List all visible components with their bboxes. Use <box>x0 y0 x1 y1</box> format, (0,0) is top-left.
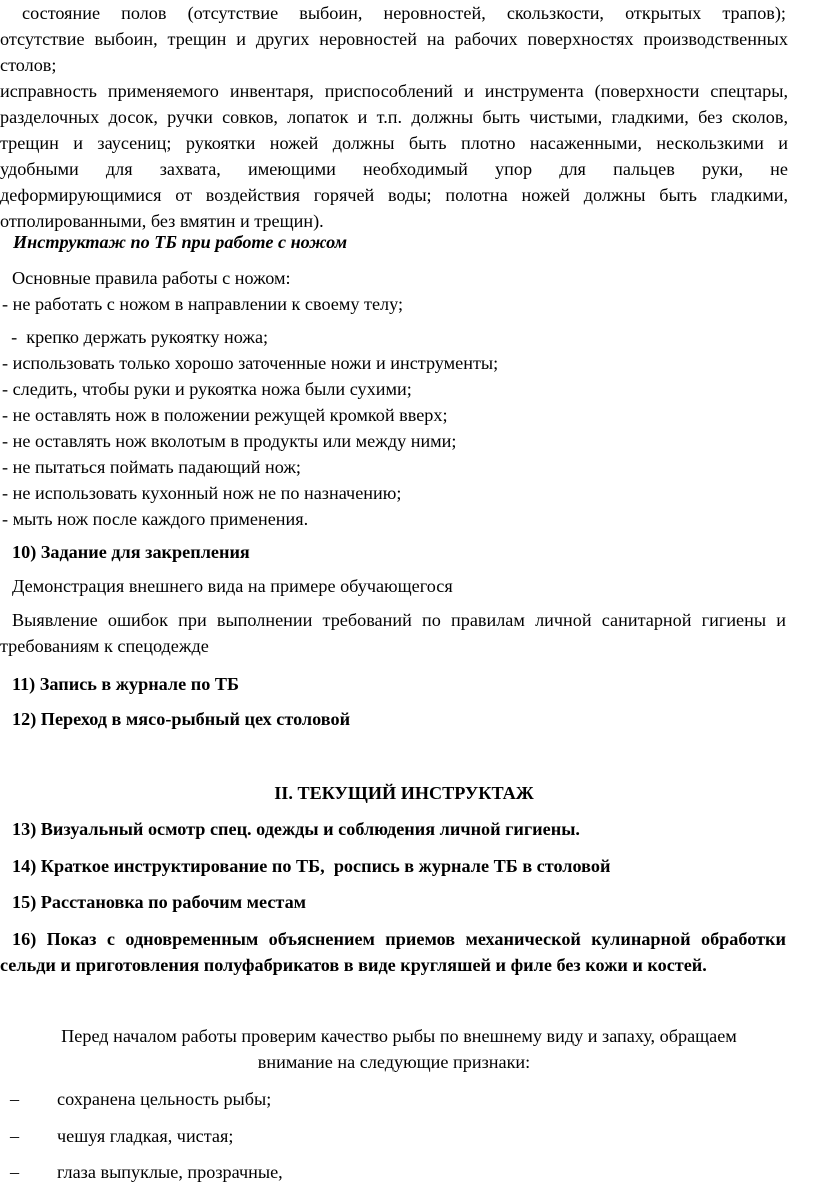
task-15-heading: 15) Расстановка по рабочим местам <box>12 892 307 912</box>
task-16-line2: сельди и приготовления полуфабрикатов в виде кругляшей и филе без кожи и костей. <box>0 955 707 975</box>
knife-rule: - не работать с ножом в направлении к своему телу; <box>2 294 404 314</box>
para2-line1: исправность применяемого инвентаря, приспособлений и инструмента (поверхности спецтары, <box>0 81 788 101</box>
knife-rule: - не использовать кухонный нож не по назначению; <box>2 483 402 503</box>
para2-line5: деформирующимися от воздействия горячей воды; полотна ножей должны быть гладкими, <box>0 185 788 205</box>
knife-section-heading: Инструктаж по ТБ при работе с ножом <box>13 232 348 252</box>
task-16-line1: 16) Показ с одновременным объяснением приемов механической кулинарной обработки <box>12 929 786 949</box>
errors-line2: требованиям к спецодежде <box>0 636 209 656</box>
list-dash: – <box>10 1126 20 1146</box>
quality-sign-text: сохранена цельность рыбы; <box>57 1089 272 1109</box>
before-work-line2: внимание на следующие признаки: <box>257 1052 531 1072</box>
para2-line4: удобными для захвата, имеющими необходимый упор для пальцев руки, не <box>0 159 788 179</box>
para2-line6: отполированными, без вмятин и трещин). <box>0 211 324 231</box>
para2-line3: трещин и заусениц; рукоятки ножей должны быть плотно насаженными, нескользкими и <box>0 133 788 153</box>
task-10-heading: 10) Задание для закрепления <box>12 542 250 562</box>
knife-rule: - не пытаться поймать падающий нож; <box>2 457 301 477</box>
quality-sign-text: чешуя гладкая, чистая; <box>57 1126 234 1146</box>
knife-rule: - крепко держать рукоятку ножа; <box>2 327 269 347</box>
knife-rule: - не оставлять нож в положении режущей кромкой вверх; <box>2 405 448 425</box>
knife-rule: - мыть нож после каждого применения. <box>2 509 309 529</box>
knife-rule: - использовать только хорошо заточенные ножи и инструменты; <box>2 353 499 373</box>
list-dash: – <box>10 1162 20 1182</box>
task-14-heading: 14) Краткое инструктирование по ТБ, роспись в журнале ТБ в столовой <box>12 856 611 876</box>
knife-rule: - следить, чтобы руки и рукоятка ножа были сухими; <box>2 379 412 399</box>
quality-sign-text: глаза выпуклые, прозрачные, <box>57 1162 283 1182</box>
para2-line2: разделочных досок, ручки совков, лопаток и т.п. должны быть чистыми, гладкими, без сколов, <box>0 107 788 127</box>
demo-text: Демонстрация внешнего вида на примере обучающегося <box>12 576 453 596</box>
para1-line2: отсутствие выбоин, трещин и других неровностей на рабочих поверхностях производственных <box>0 29 788 49</box>
para1-line1: состояние полов (отсутствие выбоин, неровностей, скользкости, открытых трапов); <box>22 3 786 23</box>
task-12-heading: 12) Переход в мясо-рыбный цех столовой <box>12 709 351 729</box>
list-dash: – <box>10 1089 20 1109</box>
knife-rules-intro: Основные правила работы с ножом: <box>12 268 291 288</box>
task-13-heading: 13) Визуальный осмотр спец. одежды и соблюдения личной гигиены. <box>12 819 580 839</box>
para1-line3: столов; <box>0 55 57 75</box>
section-2-heading: II. ТЕКУЩИЙ ИНСТРУКТАЖ <box>274 783 534 803</box>
knife-rule: - не оставлять нож вколотым в продукты или между ними; <box>2 431 457 451</box>
before-work-line1: Перед началом работы проверим качество рыбы по внешнему виду и запаху, обращаем <box>61 1026 737 1046</box>
task-11-heading: 11) Запись в журнале по ТБ <box>12 674 240 694</box>
errors-line1: Выявление ошибок при выполнении требований по правилам личной санитарной гигиены и <box>12 610 786 630</box>
